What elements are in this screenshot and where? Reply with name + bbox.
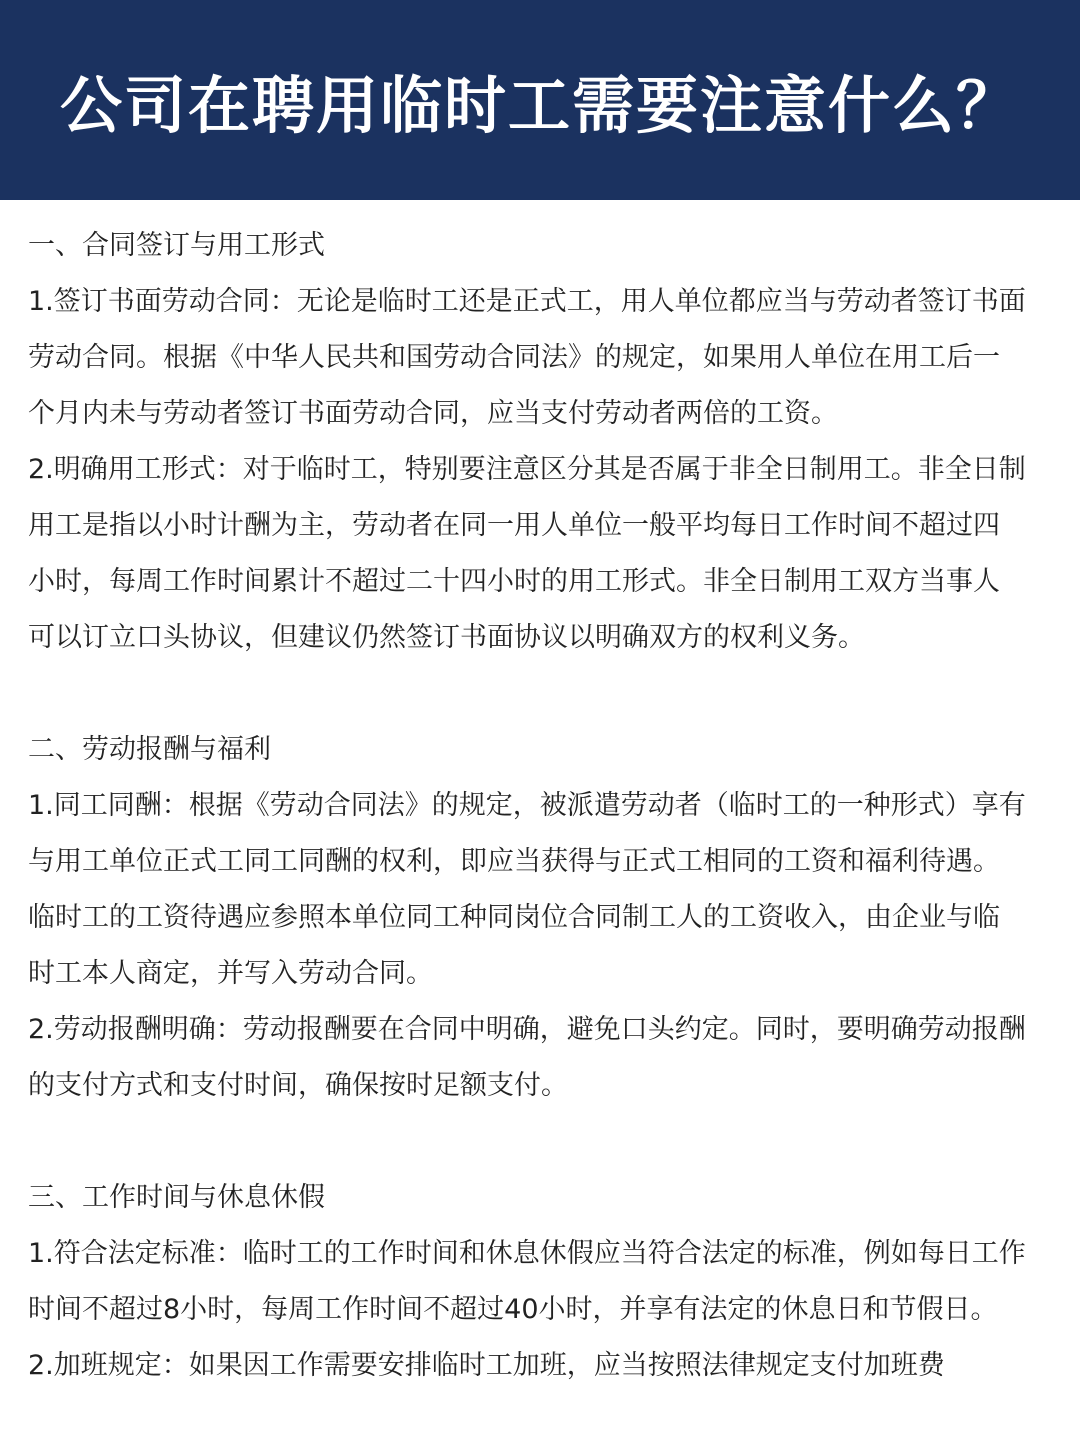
paragraph-line: 临时工的工资待遇应参照本单位同工种同岗位合同制工人的工资收入，由企业与临	[28, 902, 1000, 933]
article-body	[28, 218, 1052, 1394]
section-working-hours	[28, 1170, 1052, 1394]
paragraph-line: 1.签订书面劳动合同：无论是临时工还是正式工，用人单位都应当与劳动者签订书面	[28, 286, 1026, 317]
section-heading: 一、合同签订与用工形式	[28, 230, 325, 261]
section-heading: 三、工作时间与休息休假	[28, 1182, 325, 1213]
paragraph-line: 的支付方式和支付时间，确保按时足额支付。	[28, 1070, 568, 1101]
paragraph-line: 2.劳动报酬明确：劳动报酬要在合同中明确，避免口头约定。同时，要明确劳动报酬	[28, 1014, 1026, 1045]
title-banner	[0, 0, 1080, 200]
paragraph-line: 时工本人商定，并写入劳动合同。	[28, 958, 433, 989]
section-heading: 二、劳动报酬与福利	[28, 734, 271, 765]
paragraph-line: 2.明确用工形式：对于临时工，特别要注意区分其是否属于非全日制用工。非全日制	[28, 454, 1026, 485]
section-contract	[28, 218, 1052, 666]
paragraph-line: 时间不超过8小时，每周工作时间不超过40小时，并享有法定的休息日和节假日。	[28, 1294, 998, 1325]
section-remuneration	[28, 722, 1052, 1114]
paragraph-line: 1.同工同酬：根据《劳动合同法》的规定，被派遣劳动者（临时工的一种形式）享有	[28, 790, 1026, 821]
paragraph-line: 个月内未与劳动者签订书面劳动合同，应当支付劳动者两倍的工资。	[28, 398, 838, 429]
section-spacer	[28, 1114, 1052, 1170]
section-spacer	[28, 666, 1052, 722]
paragraph-line: 与用工单位正式工同工同酬的权利，即应当获得与正式工相同的工资和福利待遇。	[28, 846, 1000, 877]
paragraph-line: 小时，每周工作时间累计不超过二十四小时的用工形式。非全日制用工双方当事人	[28, 566, 1000, 597]
page-title: 公司在聘用临时工需要注意什么？	[59, 68, 1020, 142]
paragraph-line: 1.符合法定标准：临时工的工作时间和休息休假应当符合法定的标准，例如每日工作	[28, 1238, 1026, 1269]
paragraph-line: 用工是指以小时计酬为主，劳动者在同一用人单位一般平均每日工作时间不超过四	[28, 510, 1000, 541]
paragraph-line: 劳动合同。根据《中华人民共和国劳动合同法》的规定，如果用人单位在用工后一	[28, 342, 1000, 373]
paragraph-line: 可以订立口头协议，但建议仍然签订书面协议以明确双方的权利义务。	[28, 622, 865, 653]
paragraph-line: 2.加班规定：如果因工作需要安排临时工加班，应当按照法律规定支付加班费	[28, 1350, 945, 1381]
